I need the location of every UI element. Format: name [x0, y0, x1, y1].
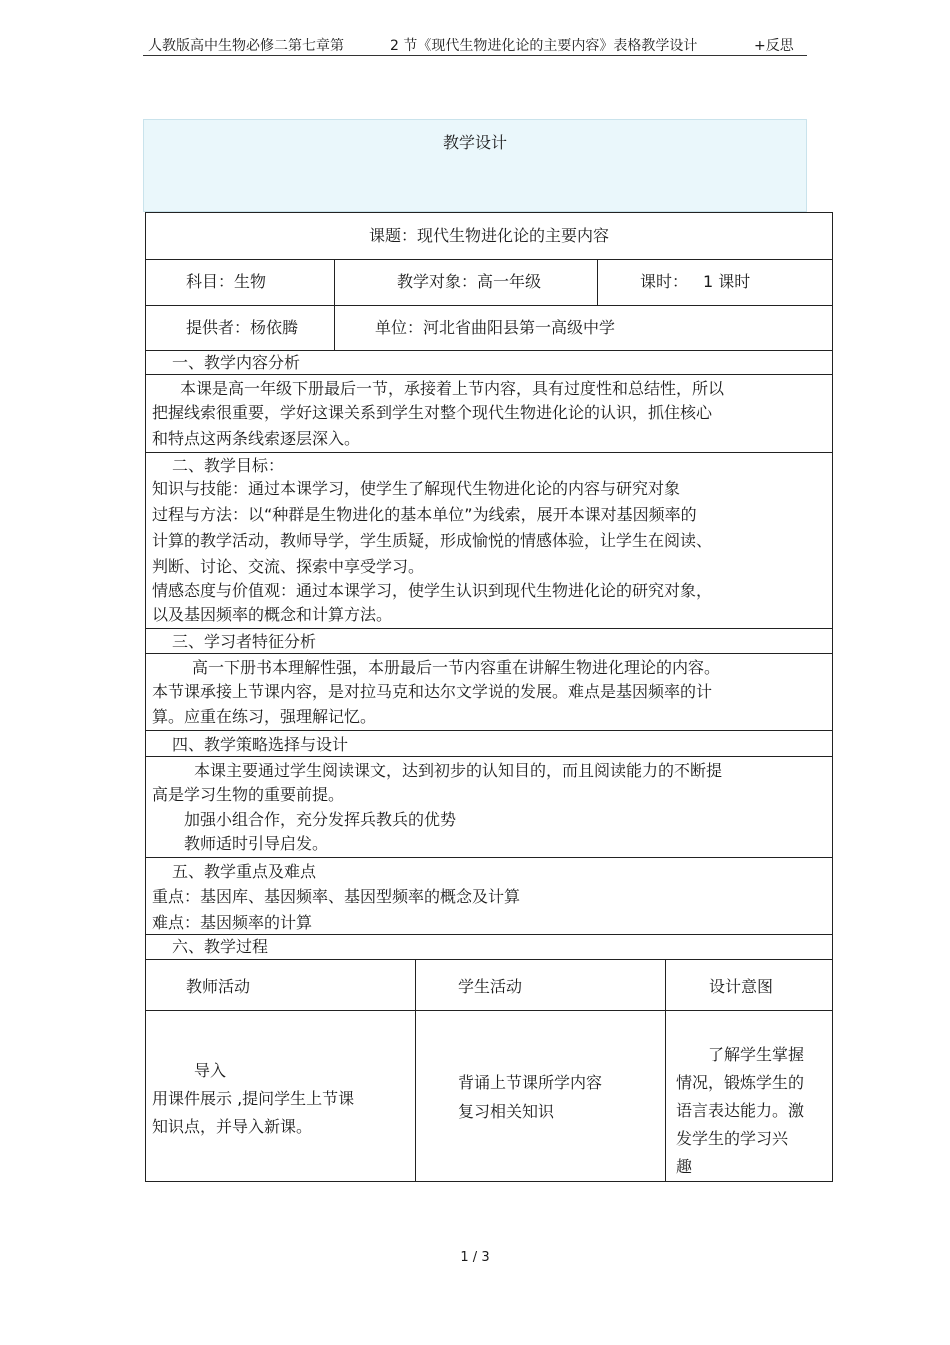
section-line: 判断、讨论、交流、探索中享受学习。: [152, 557, 425, 576]
student-activity-cell: [415, 1010, 666, 1182]
audience-text: 教学对象：高一年级: [397, 272, 542, 291]
section-body-cell: [145, 374, 833, 453]
student-line: 背诵上节课所学内容: [458, 1073, 603, 1092]
section-line: 以及基因频率的概念和计算方法。: [152, 605, 393, 624]
section-heading: 三、学习者特征分析: [172, 632, 317, 651]
section-heading-cell: [145, 350, 833, 375]
section-heading-cell: [145, 730, 833, 757]
running-header: [143, 33, 807, 56]
section-heading: 一、教学内容分析: [172, 353, 301, 372]
header-right: +反思: [754, 38, 794, 54]
section-heading-cell: [145, 628, 833, 654]
section-body-cell: [145, 653, 833, 731]
section-heading: 六、教学过程: [172, 937, 269, 956]
page-number: 1 / 3: [460, 1250, 490, 1265]
provider-text: 提供者：杨依腾: [186, 318, 299, 337]
subject-cell: [145, 259, 335, 306]
section-line: 本课是高一年级下册最后一节，承接着上节内容，具有过度性和总结性，所以: [180, 379, 725, 398]
student-header: 学生活动: [458, 977, 523, 996]
section-heading: 四、教学策略选择与设计: [172, 735, 349, 754]
section-line: 难点：基因频率的计算: [152, 913, 313, 932]
hours-value: 1 课时: [703, 272, 751, 291]
section-heading-cell: [145, 934, 833, 960]
intent-line: 趣: [676, 1157, 693, 1176]
teacher-line: 用课件展示 ,提问学生上节课: [152, 1089, 355, 1108]
topic-text: 课题：现代生物进化论的主要内容: [368, 226, 609, 245]
section-line: 本课主要通过学生阅读课文，达到初步的认知目的，而且阅读能力的不断提: [194, 761, 723, 780]
process-header-cell: [665, 959, 833, 1011]
teacher-line: 导入: [194, 1061, 227, 1080]
process-header-cell: [415, 959, 666, 1011]
intent-line: 情况，锻炼学生的: [676, 1073, 805, 1092]
section-line: 把握线索很重要，学好这课关系到学生对整个现代生物进化论的认识，抓住核心: [152, 403, 713, 422]
subject-text: 科目：生物: [186, 272, 267, 291]
teacher-header: 教师活动: [186, 977, 251, 996]
student-line: 复习相关知识: [458, 1102, 555, 1121]
intent-line: 了解学生掌握: [708, 1045, 805, 1064]
design-intent-cell: [665, 1010, 833, 1182]
process-header-cell: [145, 959, 416, 1011]
section-line: 本节课承接上节课内容，是对拉马克和达尔文学说的发展。难点是基因频率的计: [152, 682, 713, 701]
teacher-line: 知识点，并导入新课。: [152, 1117, 313, 1136]
section-line: 高是学习生物的重要前提。: [152, 785, 345, 804]
intent-line: 语言表达能力。激: [676, 1101, 805, 1120]
objectives-cell: [145, 452, 833, 629]
intent-header: 设计意图: [709, 977, 774, 996]
unit-cell: [334, 305, 833, 351]
section-line: 加强小组合作，充分发挥兵教兵的优势: [184, 810, 457, 829]
key-points-cell: [145, 857, 833, 935]
topic-cell: [145, 212, 833, 260]
provider-cell: [145, 305, 335, 351]
section-line: 算。应重在练习，强理解记忆。: [152, 707, 377, 726]
hours-cell: [597, 259, 833, 306]
section-line: 情感态度与价值观：通过本课学习，使学生认识到现代生物进化论的研究对象，: [152, 581, 713, 600]
section-line: 教师适时引导启发。: [184, 834, 329, 853]
header-middle: 2 节《现代生物进化论的主要内容》表格教学设计: [390, 38, 698, 54]
section-line: 计算的教学活动，教师导学，学生质疑，形成愉悦的情感体验，让学生在阅读、: [152, 531, 713, 550]
section-body-cell: [145, 756, 833, 858]
unit-text: 单位：河北省曲阳县第一高级中学: [375, 318, 616, 337]
section-line: 和特点这两条线索逐层深入。: [152, 429, 361, 448]
section-heading: 五、教学重点及难点: [172, 862, 317, 881]
section-line: 知识与技能：通过本课学习，使学生了解现代生物进化论的内容与研究对象: [152, 479, 681, 498]
teacher-activity-cell: [145, 1010, 416, 1182]
banner-title: 教学设计: [442, 133, 507, 152]
hours-label: 课时：: [640, 272, 689, 291]
section-line: 过程与方法：以“种群是生物进化的基本单位”为线索，展开本课对基因频率的: [152, 505, 697, 524]
title-banner: [143, 119, 807, 212]
section-line: 重点：基因库、基因频率、基因型频率的概念及计算: [152, 887, 521, 906]
audience-cell: [334, 259, 598, 306]
intent-line: 发学生的学习兴: [676, 1129, 789, 1148]
section-line: 高一下册书本理解性强，本册最后一节内容重在讲解生物进化理论的内容。: [192, 658, 721, 677]
section-heading: 二、教学目标：: [172, 456, 285, 475]
header-left: 人教版高中生物必修二第七章第: [148, 38, 344, 54]
